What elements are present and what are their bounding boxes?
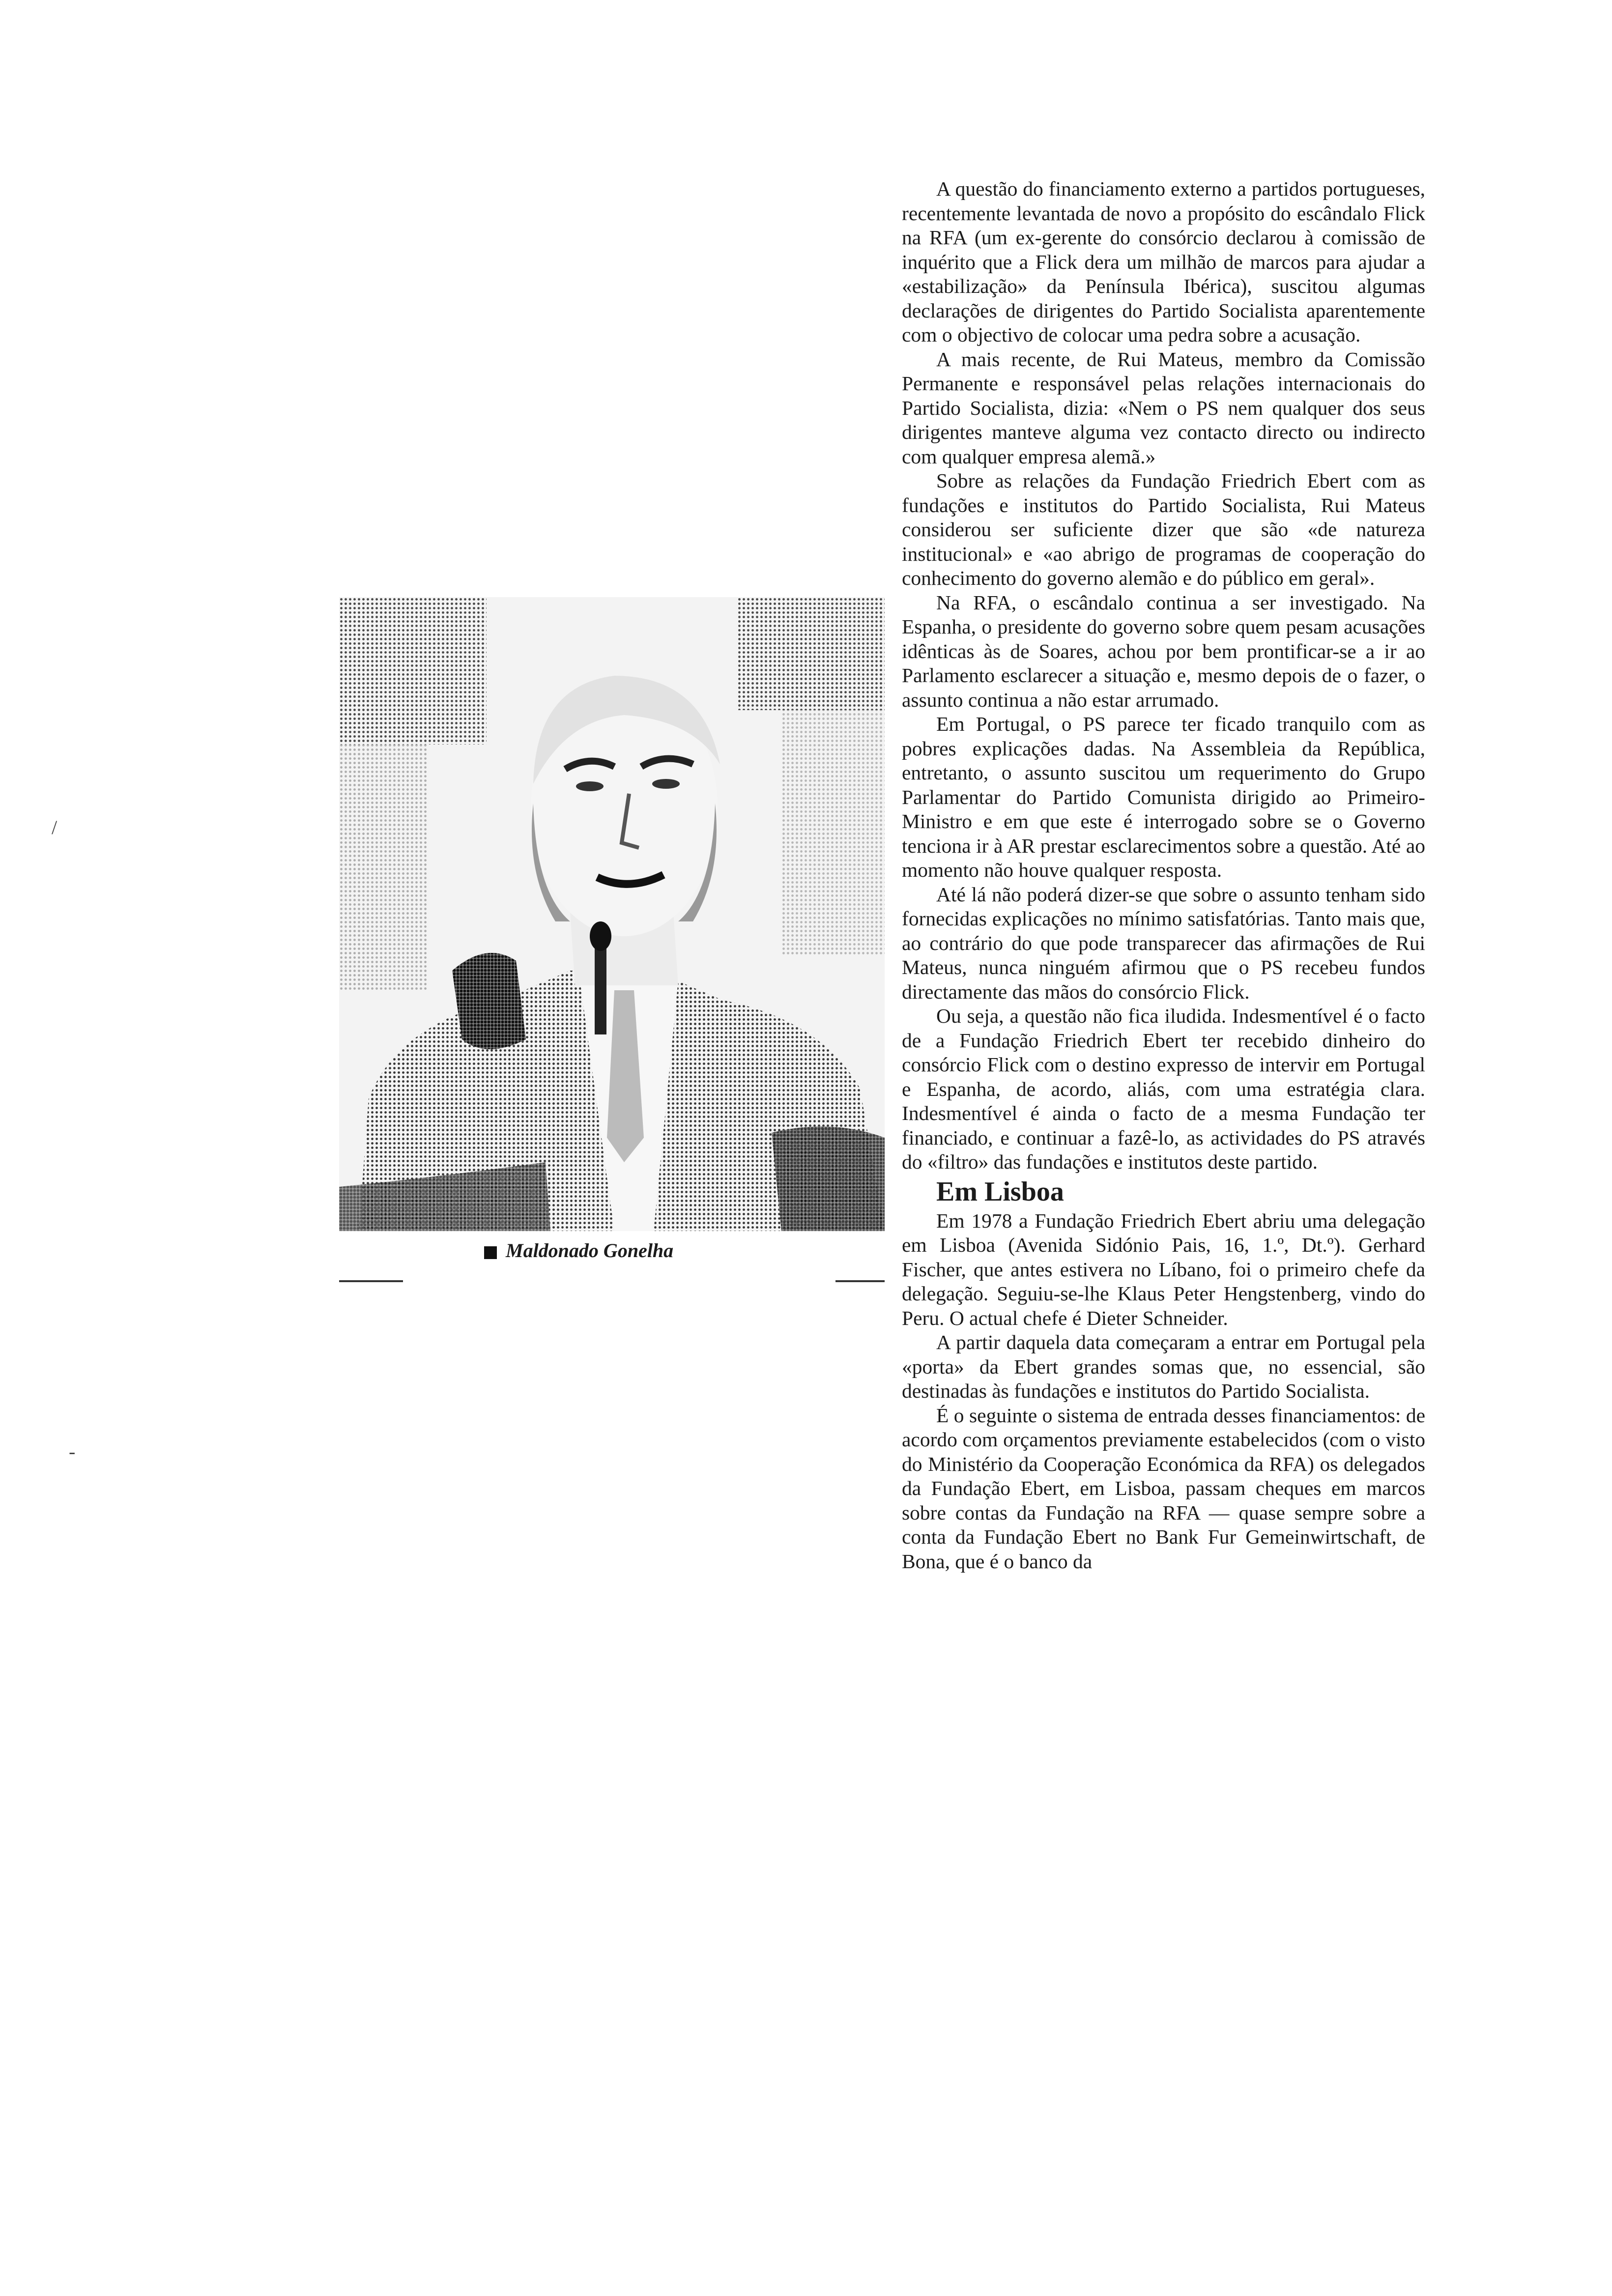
divider-right xyxy=(835,1280,885,1282)
square-bullet-icon xyxy=(484,1246,497,1259)
paragraph: Em 1978 a Fundação Friedrich Ebert abriu uma delegação em Lisboa (Avenida Sidónio Pais, 16, 1.º, Dt.º). Gerhard Fischer, que antes estivera no Líbano, foi o primeiro chefe da delegação. Seguiu-se-lhe Klaus Peter Hengstenberg, vindo do Peru. O actual chefe é Dieter Schneider. xyxy=(902,1209,1425,1329)
portrait-image xyxy=(339,597,885,1231)
paragraph: É o seguinte o sistema de entrada desses financiamentos: de acordo com orçamentos previamente estabelecidos (com o visto do Ministério da Cooperação Económica da RFA) os delegados da Fundação Ebert, em Lisboa, passam cheques em marcos sobre contas da Fundação na RFA — quase sempre sobre a conta da Fundação Ebert no Bank Fur Gemeinwirtschaft, de Bona, que é o banco da xyxy=(902,1404,1425,1573)
paragraph: Até lá não poderá dizer-se que sobre o assunto tenham sido fornecidas explicações no mínimo satisfatórias. Tanto mais que, ao contrário do que pode transparecer das afirmações de Rui Mateus, nunca ninguém afirmou que o PS recebeu fundos directamente das mãos do consórcio Flick. xyxy=(902,883,1425,1003)
section-heading: Em Lisboa xyxy=(936,1176,1064,1207)
caption-text: Maldonado Gonelha xyxy=(506,1239,674,1262)
article-column xyxy=(902,177,1425,1574)
margin-dash: - xyxy=(69,1440,76,1463)
paragraph: A mais recente, de Rui Mateus, membro da Comissão Permanente e responsável pelas relações internacionais do Partido Socialista, dizia: «Nem o PS nem qualquer dos seus dirigentes manteve alguma vez contacto directo ou indirecto com qualquer empresa alemã.» xyxy=(902,347,1425,468)
photo-caption xyxy=(484,1234,877,1268)
paragraph: A partir daquela data começaram a entrar em Portugal pela «porta» da Ebert grandes somas que, no essencial, são destinadas às fundações e institutos do Partido Socialista. xyxy=(902,1331,1425,1402)
paragraph: A questão do financiamento externo a partidos portugueses, recentemente levantada de novo a propósito do escândalo Flick na RFA (um ex-gerente do consórcio declarou à comissão de inquérito que a Flick dera um milhão de marcos para ajudar a «estabilização» da Península Ibérica), suscitou algumas declarações de dirigentes do Partido Socialista aparentemente com o objectivo de colocar uma pedra sobre a acusação. xyxy=(902,177,1425,346)
paragraph: Em Portugal, o PS parece ter ficado tranquilo com as pobres explicações dadas. Na Assembleia da República, entretanto, o assunto suscitou um requerimento do Grupo Parlamentar do Partido Comunista dirigido ao Primeiro-Ministro e em que este é interrogado sobre se o Governo tenciona ir à AR prestar esclarecimentos sobre a questão. Até ao momento não houve qualquer resposta. xyxy=(902,713,1425,881)
paragraph: Na RFA, o escândalo continua a ser investigado. Na Espanha, o presidente do governo sobre quem pesam acusações idênticas às de Soares, achou por bem prontificar-se a ir ao Parlamento esclarecer a situação e, mesmo depois de o fazer, o assunto continua a não estar arrumado. xyxy=(902,591,1425,711)
portrait-photo xyxy=(339,597,885,1231)
paragraph: Ou seja, a questão não fica iludida. Indesmentível é o facto de a Fundação Friedrich Ebert ter recebido dinheiro do consórcio Flick com o destino expresso de intervir em Portugal e Espanha, de acordo, aliás, com uma estratégia clara. Indesmentível é ainda o facto de a mesma Fundação ter financiado, e continuar a fazê-lo, as actividades do PS através do «filtro» das fundações e institutos deste partido. xyxy=(902,1004,1425,1173)
margin-mark: / xyxy=(52,816,58,838)
divider-left xyxy=(339,1280,403,1282)
paragraph: Sobre as relações da Fundação Friedrich Ebert com as fundações e institutos do Partido Socialista, Rui Mateus considerou ser suficiente dizer que são «de natureza institucional» e «ao abrigo de programas de cooperação do conhecimento do governo alemão e do público em geral». xyxy=(902,469,1425,589)
